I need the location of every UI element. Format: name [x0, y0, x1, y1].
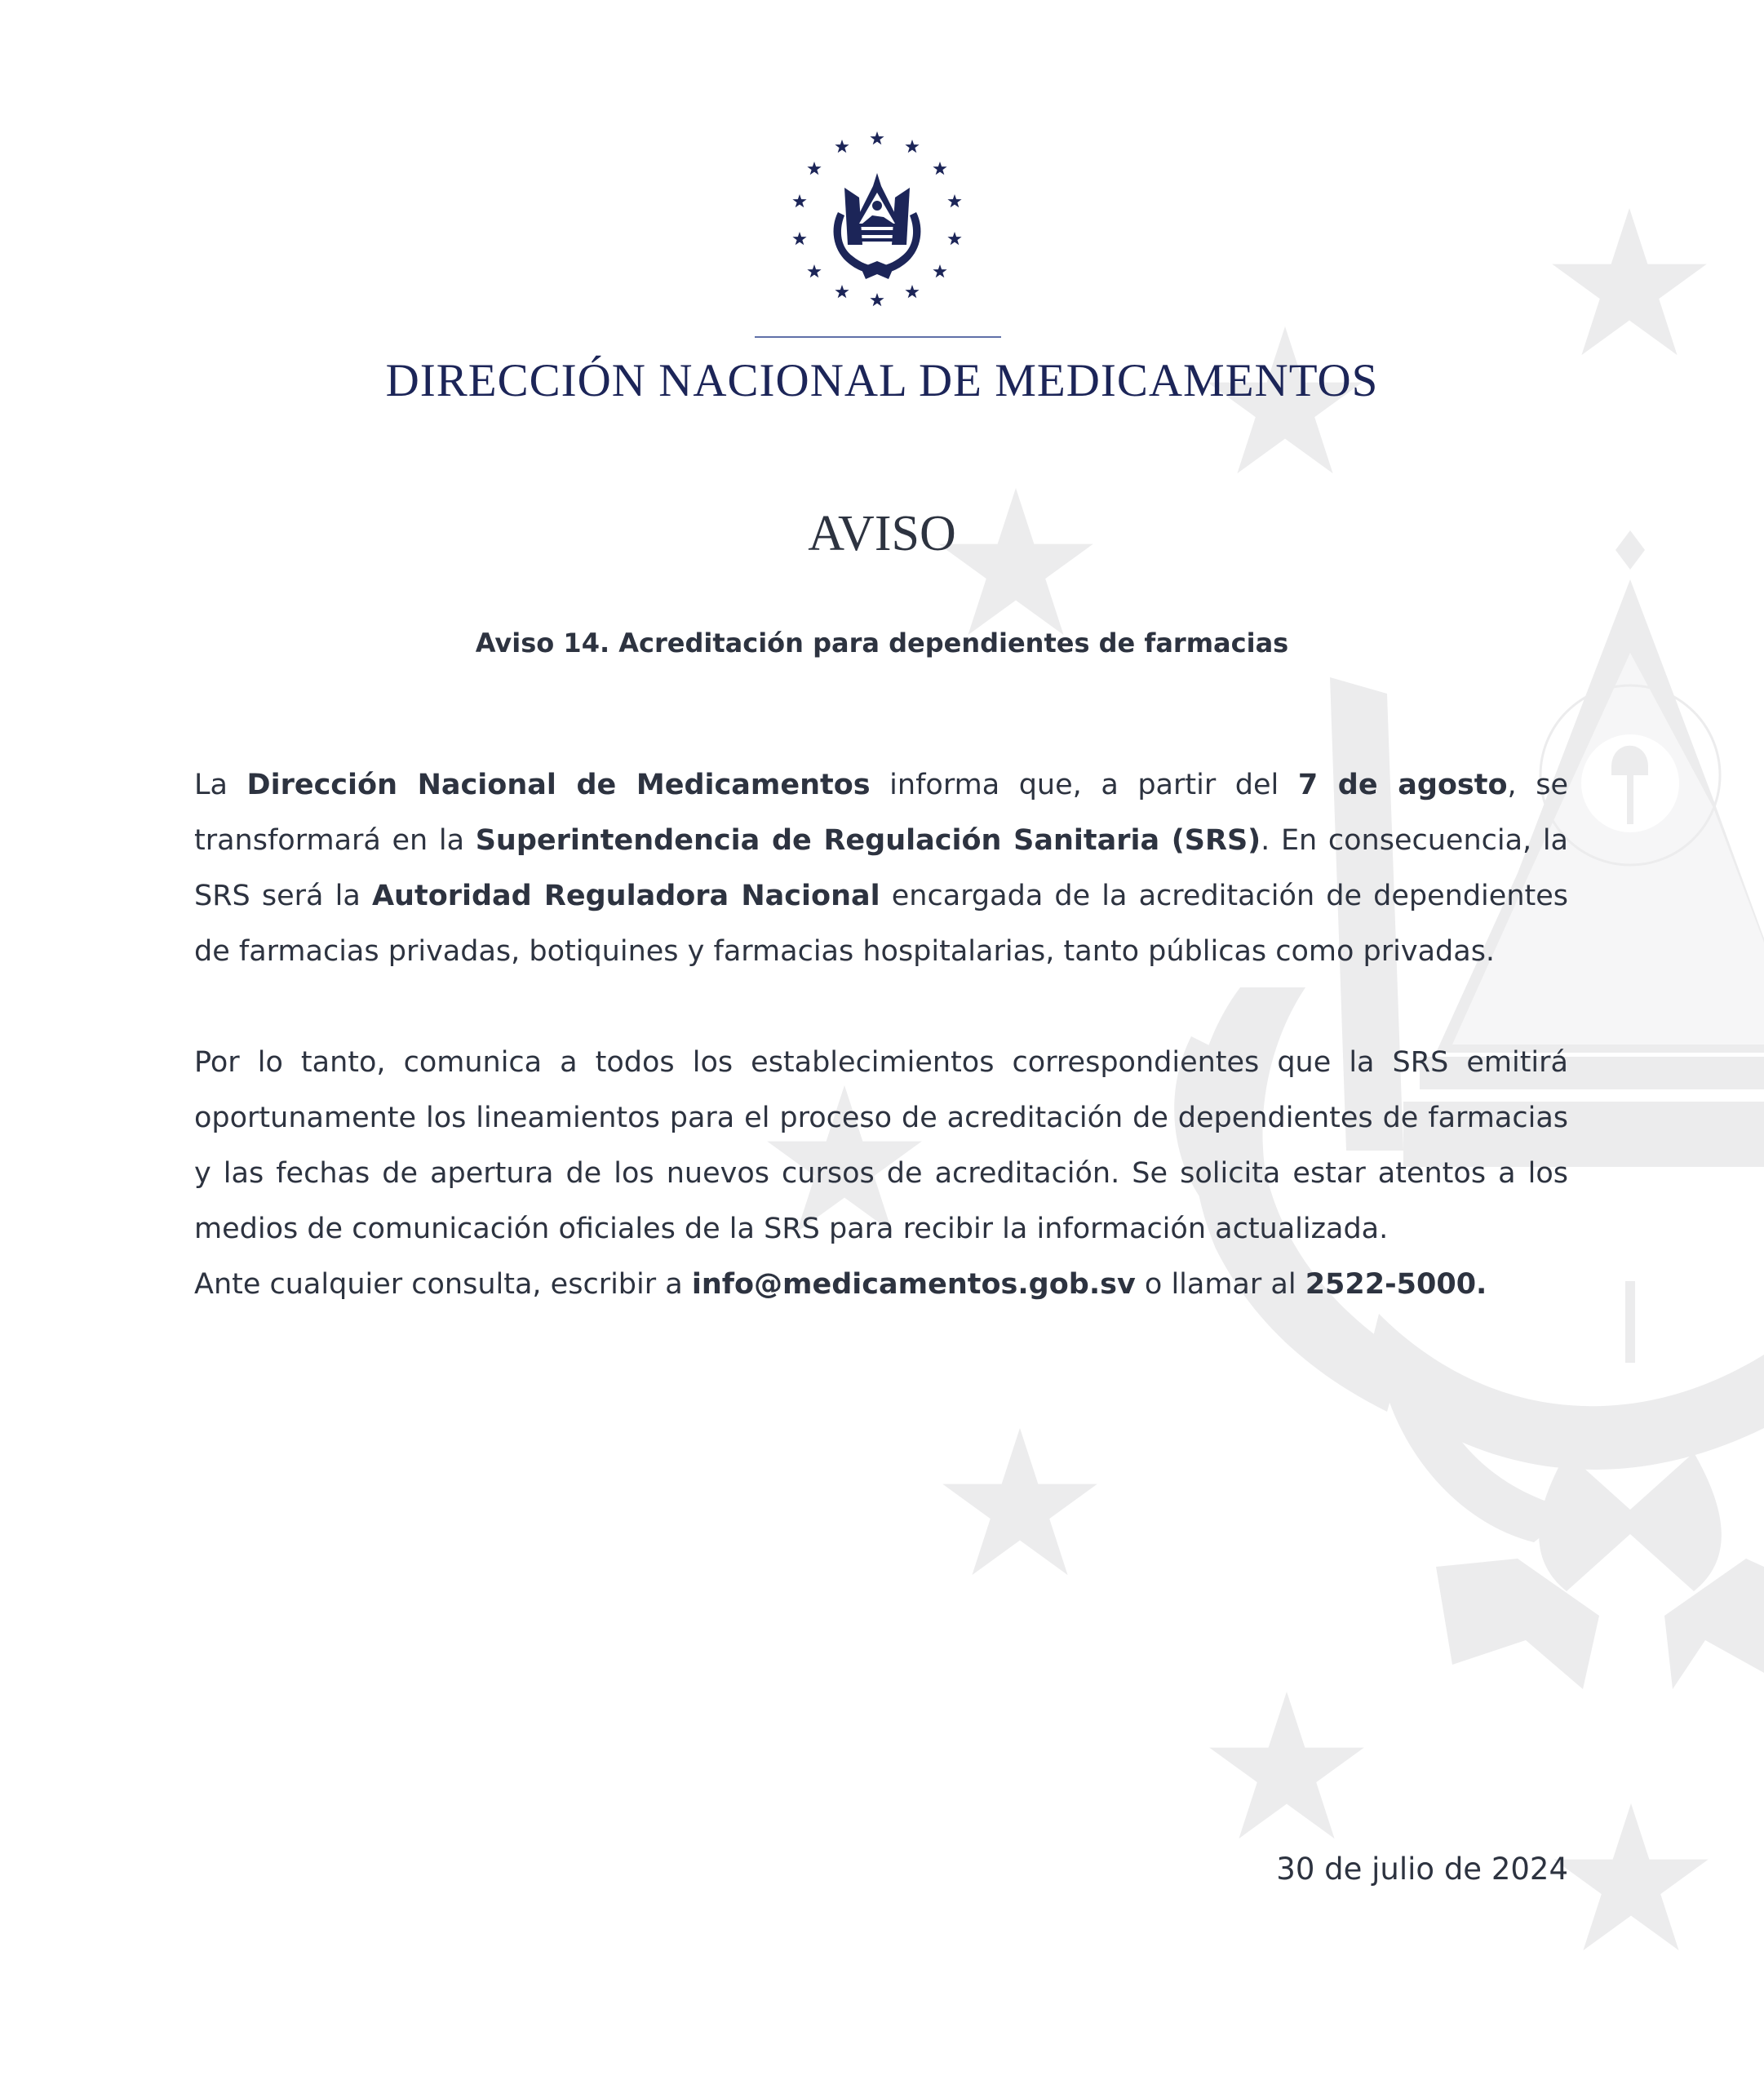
contact-phone: 2522-5000.: [1305, 1268, 1487, 1301]
header-divider: [755, 336, 1001, 338]
notice-date: 30 de julio de 2024: [1276, 1852, 1568, 1887]
watermark-star-icon: [1209, 1692, 1364, 1840]
coat-of-arms-emblem: [787, 131, 967, 314]
bold-new-entity: Superintendencia de Regulación Sanitaria (SRS): [475, 824, 1261, 857]
paragraph-communication: Por lo tanto, comunica a todos los establecimientos correspondientes que la SRS emitirá oportunamente los lineamientos para el proceso de acreditación de dependientes de farmacias y las fechas de apertura de los nuevos cursos de acreditación. Se solicita estar atentos a los medios de comunicación oficiales de la SRS para recibir la información actualizada.: [194, 1046, 1568, 1245]
notice-subtitle: Aviso 14. Acreditación para dependientes de farmacias: [475, 628, 1289, 659]
text-span: o llamar al: [1135, 1268, 1305, 1301]
text-span: Ante cualquier consulta, escribir a: [194, 1268, 692, 1301]
organization-title: DIRECCIÓN NACIONAL DE MEDICAMENTOS: [385, 355, 1379, 406]
paragraph-contact: [194, 1257, 1568, 1312]
text-span: informa que, a partir del: [870, 769, 1298, 801]
paragraph-announcement: [194, 757, 1568, 979]
bold-date: 7 de agosto: [1297, 769, 1508, 801]
text-span: , se transformará en la: [194, 769, 1569, 857]
watermark-star-icon: [1552, 208, 1707, 357]
notice-body: [194, 757, 1568, 1312]
notice-heading: AVISO: [808, 506, 956, 561]
contact-email[interactable]: info@medicamentos.gob.sv: [691, 1268, 1136, 1301]
text-span: La: [194, 769, 247, 801]
text-span: encargada de la acreditación de dependientes de farmacias privadas, botiquines y farmacias hospitalarias, tanto públicas como privadas.: [194, 880, 1568, 968]
watermark-star-icon: [1553, 1803, 1709, 1952]
watermark-star-icon: [942, 1428, 1097, 1577]
text-span: . En consecuencia, la SRS será la: [194, 824, 1568, 912]
bold-organization: Dirección Nacional de Medicamentos: [246, 769, 871, 801]
bold-authority: Autoridad Reguladora Nacional: [371, 880, 880, 912]
